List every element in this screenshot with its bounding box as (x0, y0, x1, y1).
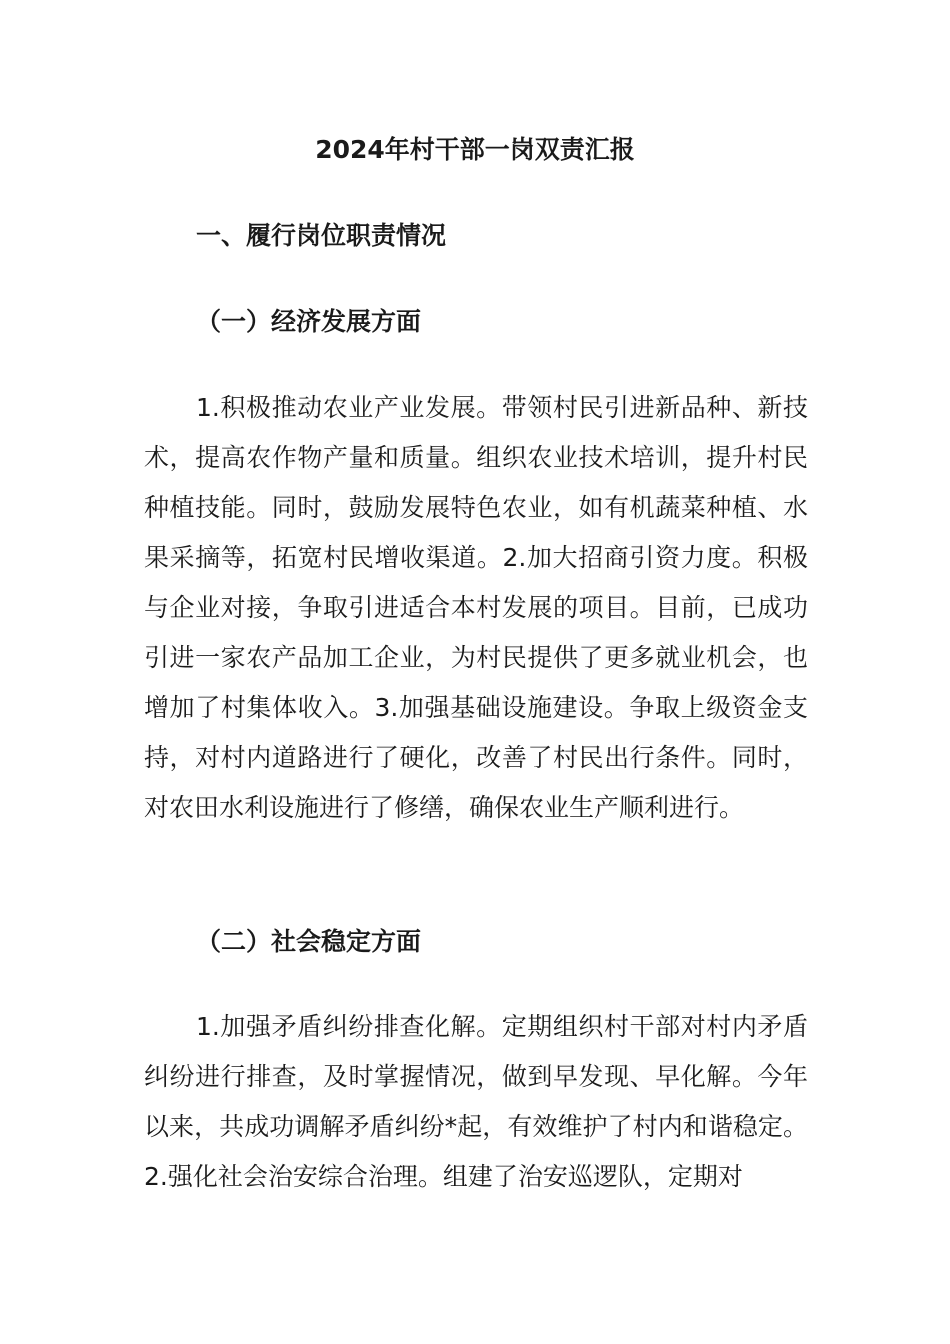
subsection-heading-economic-development: （一）经济发展方面 (196, 307, 422, 336)
paragraph-economic-development: 1.积极推动农业产业发展。带领村民引进新品种、新技术，提高农作物产量和质量。组织农业技术培训，提升村民种植技能。同时，鼓励发展特色农业，如有机蔬菜种植、水果采摘等，拓宽村民增收渠道。2.加大招商引资力度。积极与企业对接，争取引进适合本村发展的项目。目前，已成功引进一家农产品加工企业，为村民提供了更多就业机会，也增加了村集体收入。3.加强基础设施建设。争取上级资金支持，对村内道路进行了硬化，改善了村民出行条件。同时，对农田水利设施进行了修缮，确保农业生产顺利进行。 (144, 393, 808, 822)
section-heading-duty-performance: 一、履行岗位职责情况 (196, 221, 447, 250)
subsection-heading-social-stability: （二）社会稳定方面 (196, 927, 422, 956)
paragraph-social-stability: 1.加强矛盾纠纷排查化解。定期组织村干部对村内矛盾纠纷进行排查，及时掌握情况，做到早发现、早化解。今年以来，共成功调解矛盾纠纷*起，有效维护了村内和谐稳定。2.强化社会治安综合治理。组建了治安巡逻队，定期对 (144, 1012, 808, 1191)
document-title: 2024年村干部一岗双责汇报 (315, 135, 635, 164)
